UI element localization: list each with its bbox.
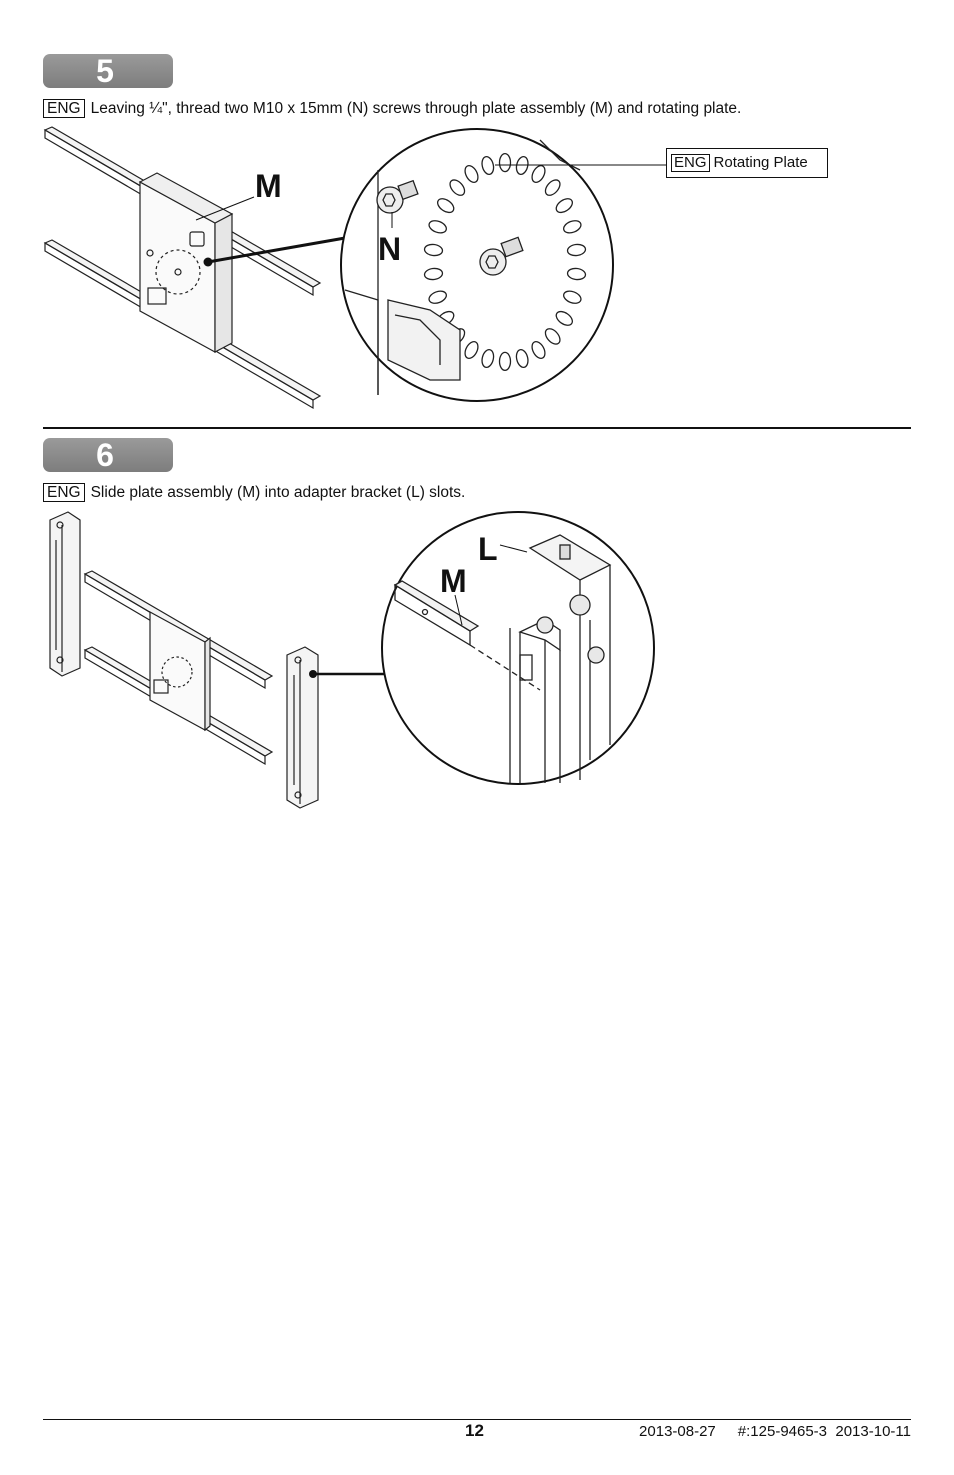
adapter-bracket-zoom: [382, 512, 654, 784]
date-right: 2013-10-11: [835, 1423, 911, 1440]
step-5-lang-tag: ENG: [43, 99, 85, 118]
label-l: L: [478, 531, 498, 567]
step-5-badge: [43, 54, 173, 88]
step-6-illustration: [0, 505, 954, 815]
rotating-plate-zoom: [341, 129, 613, 401]
label-m-step6: M: [440, 563, 467, 599]
callout-lang-tag: ENG: [671, 154, 710, 172]
step-6-badge: [43, 438, 173, 472]
date-left: 2013-08-27: [639, 1423, 716, 1440]
rotating-plate-callout: [666, 148, 828, 178]
label-m-step5: M: [255, 168, 282, 204]
step-5-text: Leaving ¼", thread two M10 x 15mm (N) screws through plate assembly (M) and rotating plate.: [90, 100, 742, 117]
document-info: [600, 1423, 911, 1440]
step-6-instruction: [43, 483, 465, 502]
step-5-number: 5: [96, 53, 114, 89]
footer-rule: [43, 1419, 911, 1420]
step-6-lang-tag: ENG: [43, 483, 85, 502]
label-n: N: [378, 231, 402, 267]
section-divider: [43, 427, 911, 429]
doc-number: #:125-9465-3: [737, 1423, 828, 1440]
step-6-number: 6: [96, 437, 114, 473]
page-number: 12: [465, 1421, 484, 1440]
callout-text: Rotating Plate: [713, 154, 808, 171]
step-5-instruction: [43, 99, 741, 118]
step-6-text: Slide plate assembly (M) into adapter bracket (L) slots.: [90, 484, 466, 501]
